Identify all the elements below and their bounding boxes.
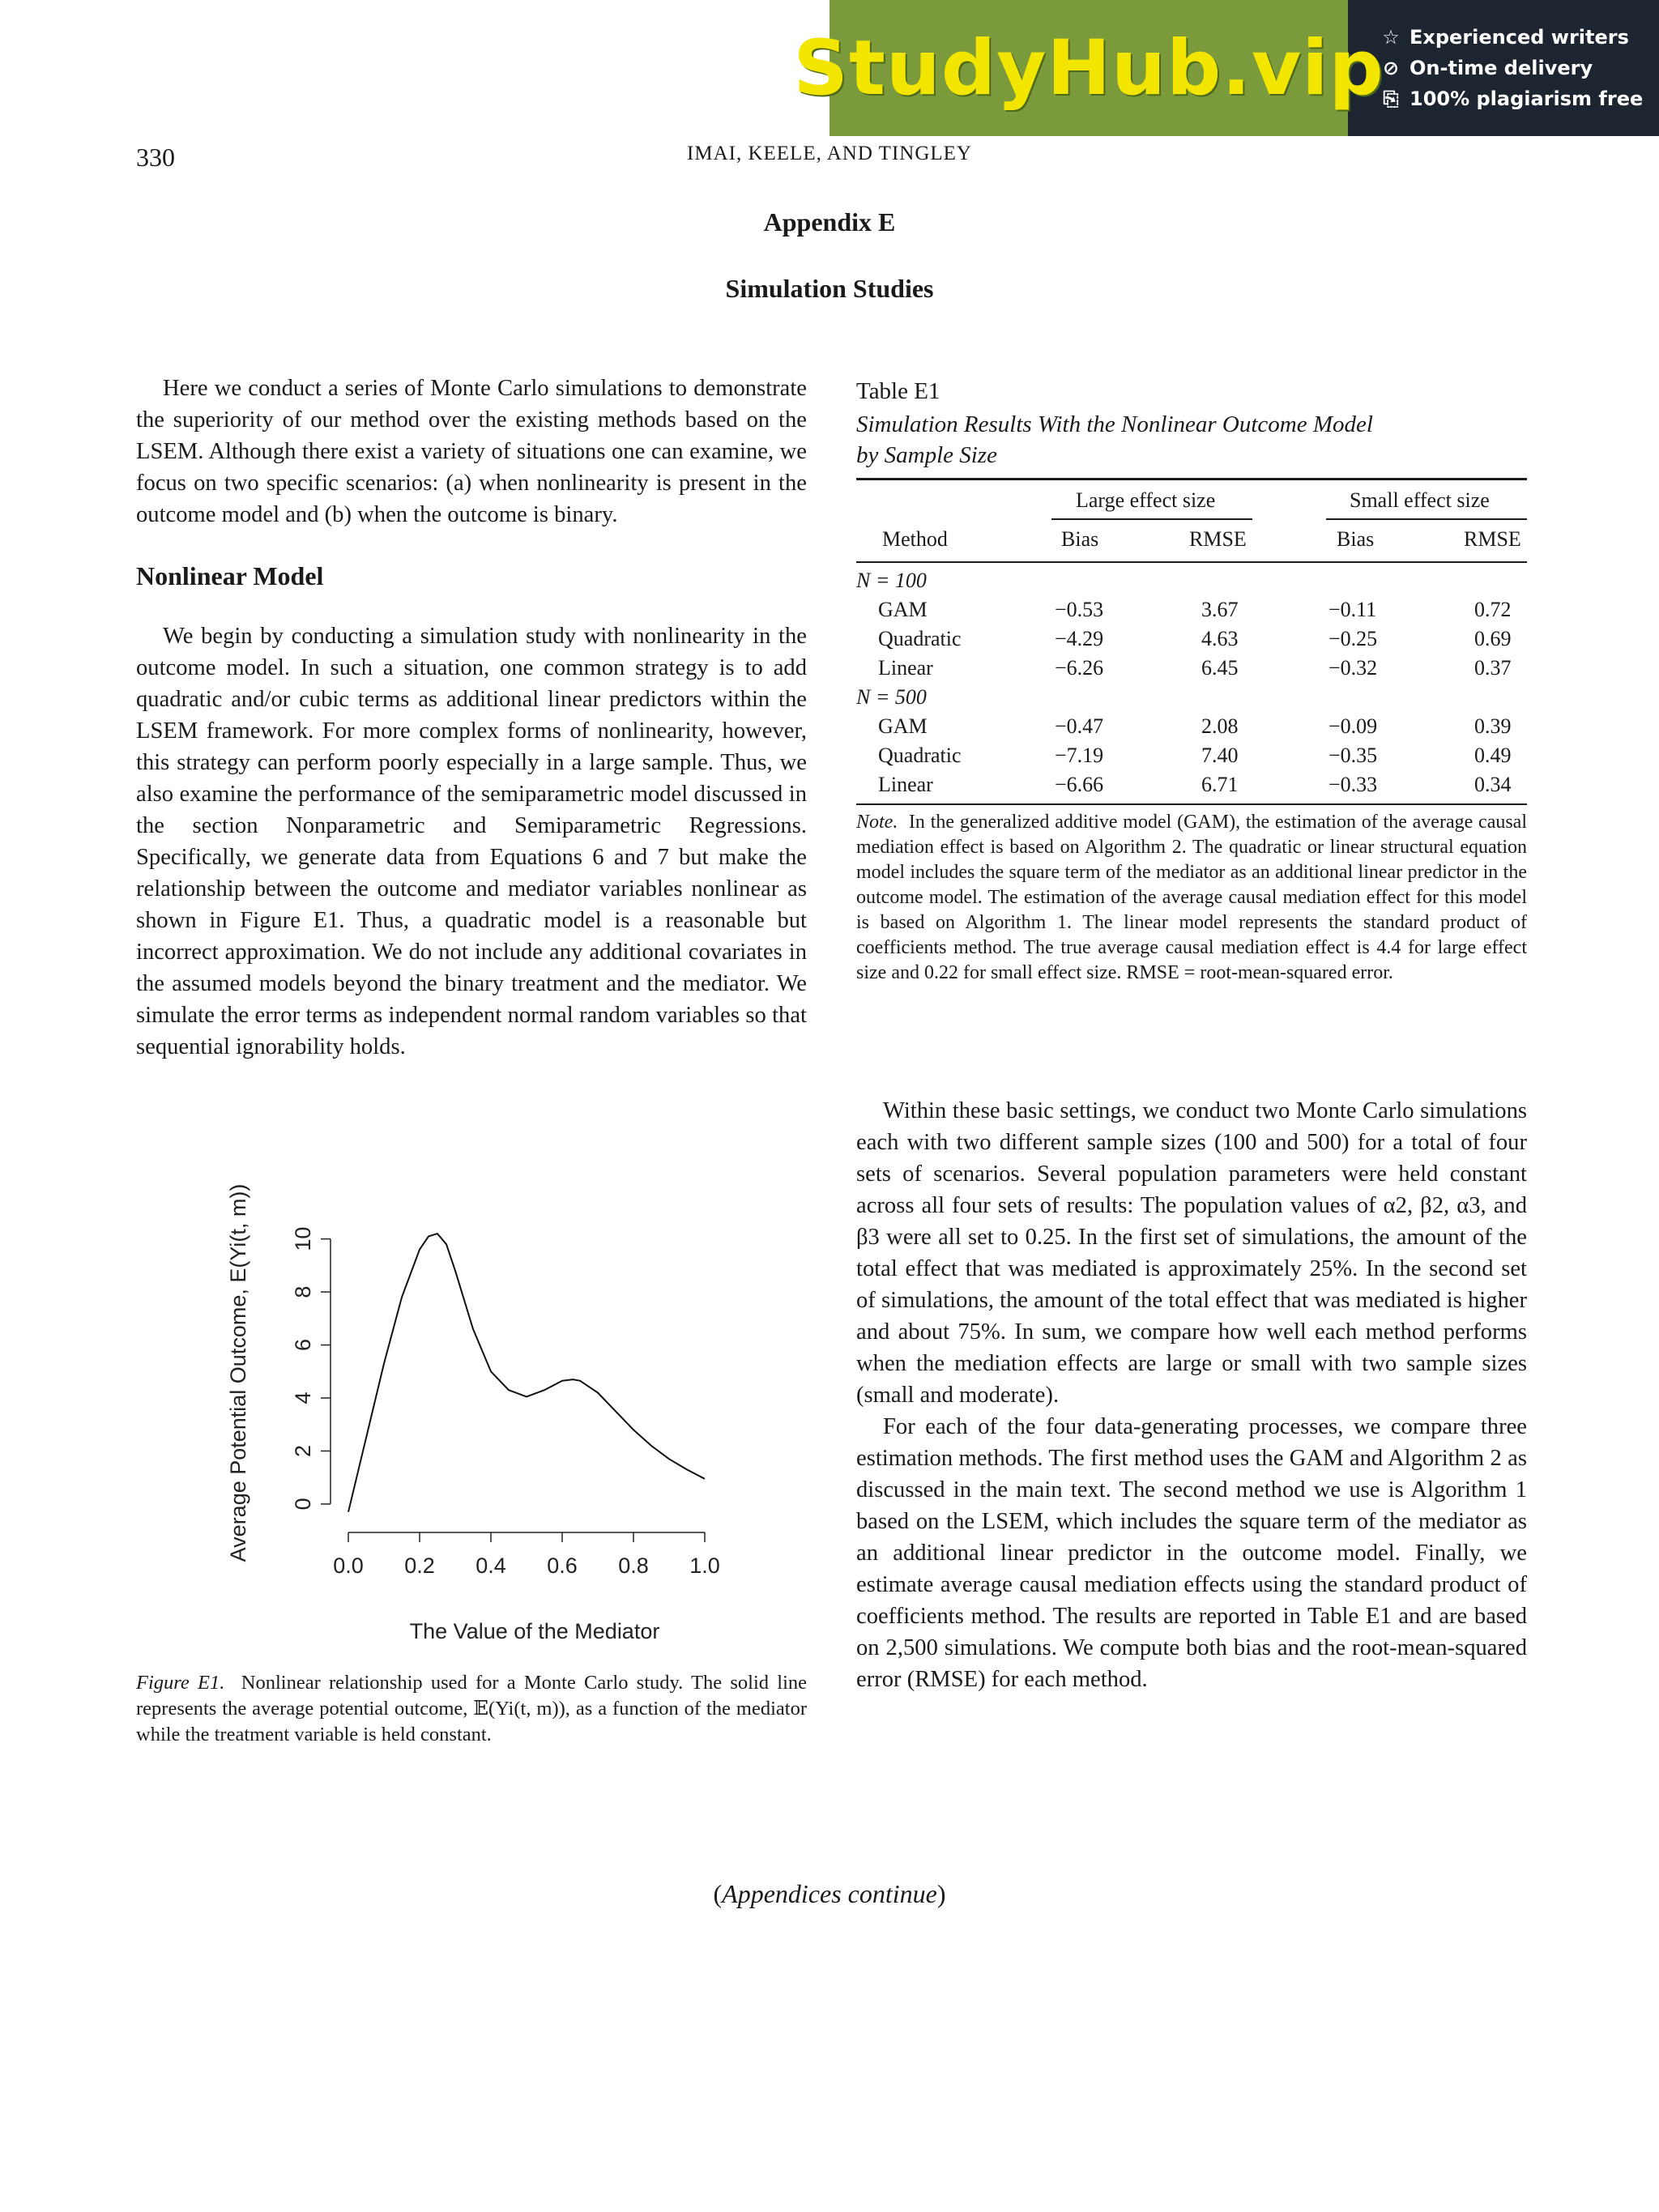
x-tick-label: 0.6 xyxy=(547,1554,578,1578)
group-label: N = 500 xyxy=(856,685,927,709)
cell-large-rmse: 6.71 xyxy=(1201,773,1239,796)
x-tick-label: 0.8 xyxy=(618,1554,649,1578)
table-title xyxy=(856,409,1527,471)
document-icon: ⎘ xyxy=(1383,87,1399,110)
appendix-title: Appendix E xyxy=(763,207,896,237)
group-label: N = 100 xyxy=(856,569,927,592)
cell-large-rmse: 2.08 xyxy=(1201,714,1239,738)
right-column xyxy=(856,1095,1527,1695)
section-heading: Nonlinear Model xyxy=(136,561,324,590)
cell-small-bias: −0.33 xyxy=(1328,773,1378,796)
banner-feature-label: Experienced writers xyxy=(1410,26,1629,49)
right-paragraph-2: For each of the four data-generating processes, we compare three estimation methods. The first method uses the GAM and Algorithm 2 as discussed in the main text. The second method we use is Algorithm 1 based on the LSEM, which includes the square term of the mediator as an additional linear predictor in the outcome model. Finally, we estimate average causal mediation effects using the standard product of coefficients method. The results are reported in Table E1 and are based on 2,500 simulations. We compute both bias and the root-mean-squared error (RMSE) for each method. xyxy=(856,1414,1527,1692)
banner-logo-area xyxy=(793,0,1384,136)
y-tick-label: 10 xyxy=(291,1226,316,1251)
y-tick-label: 8 xyxy=(291,1285,316,1298)
table-note-text: In the generalized additive model (GAM), the estimation of the average causal mediation effect is based on Algorithm 2. The quadratic or linear structural equation model includes the square term of the mediator as an additional linear predictor in the outcome model. The estimation of the average causal mediation effect for this model is based on Algorithm 1. The linear model represents the standard product of coefficients method. The true average causal mediation effect is 4.4 for large effect size and 0.22 for small effect size. RMSE = root-mean-squared error. xyxy=(856,812,1528,983)
appendices-continue: (Appendices continue) xyxy=(713,1879,946,1908)
cell-method: Linear xyxy=(878,773,933,796)
banner-feature xyxy=(1380,87,1659,110)
figure-caption-text: Nonlinear relationship used for a Monte Carlo study. The solid line represents the average potential outcome, 𝔼(Yi(t, m)), as a function of the mediator while the treatment variable is held constant. xyxy=(136,1672,807,1745)
cell-small-rmse: 0.49 xyxy=(1474,744,1512,767)
studyhub-banner[interactable] xyxy=(793,0,1659,136)
table-note xyxy=(856,810,1527,986)
cell-large-bias: −4.29 xyxy=(1055,627,1104,650)
y-tick-label: 6 xyxy=(291,1339,316,1352)
x-tick-label: 0.2 xyxy=(404,1554,435,1578)
cell-large-bias: −7.19 xyxy=(1055,744,1104,767)
cell-large-bias: −0.47 xyxy=(1055,714,1104,738)
cell-large-bias: −6.66 xyxy=(1055,773,1104,796)
cell-method: Quadratic xyxy=(878,627,962,650)
y-axis-label: Average Potential Outcome, E(Yi(t, m)) xyxy=(226,1183,250,1562)
cell-small-bias: −0.35 xyxy=(1328,744,1378,767)
cell-method: Quadratic xyxy=(878,744,962,767)
studyhub-logo: StudyHub.vip xyxy=(793,23,1384,113)
banner-feature-label: 100% plagiarism free xyxy=(1410,87,1644,110)
banner-features xyxy=(1348,0,1659,136)
intro-paragraph: Here we conduct a series of Monte Carlo simulations to demonstrate the superiority of our method over the existing methods based on the LSEM. Although there exist a variety of situations one can examine, we focus on two specific scenarios: (a) when nonlinearity is present in the outcome model and (b) when the outcome is binary. xyxy=(136,376,807,527)
cell-method: GAM xyxy=(878,598,928,621)
figure-caption-label: Figure E1. xyxy=(136,1672,225,1694)
cell-small-bias: −0.32 xyxy=(1328,656,1378,680)
y-tick-label: 0 xyxy=(291,1498,316,1511)
x-axis-label: The Value of the Mediator xyxy=(409,1619,660,1643)
y-tick-label: 2 xyxy=(291,1444,316,1457)
running-head: IMAI, KEELE, AND TINGLEY xyxy=(687,143,972,164)
page-number: 330 xyxy=(136,143,175,172)
cell-large-bias: −6.26 xyxy=(1055,656,1104,680)
table-title-line: Simulation Results With the Nonlinear Outcome Model xyxy=(856,411,1373,437)
cell-method: GAM xyxy=(878,714,928,738)
col-header-bias: Bias xyxy=(1337,527,1375,551)
col-header-bias: Bias xyxy=(1061,527,1099,551)
cell-small-rmse: 0.69 xyxy=(1474,627,1512,650)
cell-large-rmse: 7.40 xyxy=(1201,744,1239,767)
group-rule-large xyxy=(1051,518,1252,520)
figure-caption xyxy=(136,1670,807,1748)
table-title-line: by Sample Size xyxy=(856,442,997,468)
cell-small-rmse: 0.72 xyxy=(1474,598,1512,621)
figure-e1-chart xyxy=(136,1158,817,1660)
col-header-rmse: RMSE xyxy=(1189,527,1247,551)
group-header-small: Small effect size xyxy=(1350,488,1490,512)
section-paragraph: We begin by conducting a simulation study with nonlinearity in the outcome model. In such a situation, one common strategy is to add quadratic and/or cubic terms as additional linear predictors within the LSEM framework. For more complex forms of nonlinearity, however, this strategy can perform poorly especially in a large sample. Thus, we also examine the performance of the semiparametric model discussed in the section Nonparametric and Semiparametric Regressions. Specifically, we generate data from Equations 6 and 7 but make the relationship between the outcome and mediator variables nonlinear as shown in Figure E1. Thus, a quadratic model is a reasonable but incorrect approximation. We do not include any additional covariates in the assumed models beyond the binary treatment and the mediator. We simulate the error terms as independent normal random variables so that sequential ignorability holds. xyxy=(136,624,807,1059)
series-line xyxy=(348,1234,705,1512)
appendix-subtitle: Simulation Studies xyxy=(725,274,934,303)
table-header-rule xyxy=(856,561,1527,563)
table-top-rule xyxy=(856,478,1527,480)
banner-feature xyxy=(1380,57,1659,79)
cell-small-rmse: 0.34 xyxy=(1474,773,1512,796)
cell-large-rmse: 6.45 xyxy=(1201,656,1239,680)
table-bottom-rule xyxy=(856,803,1527,805)
left-column xyxy=(136,373,807,1063)
table-label: Table E1 xyxy=(856,378,940,404)
cell-small-bias: −0.09 xyxy=(1328,714,1378,738)
star-icon: ☆ xyxy=(1382,26,1400,49)
cell-large-rmse: 3.67 xyxy=(1201,598,1239,621)
cell-small-bias: −0.25 xyxy=(1328,627,1378,650)
cell-method: Linear xyxy=(878,656,933,680)
cell-small-bias: −0.11 xyxy=(1328,598,1377,621)
clock-icon: ⊘ xyxy=(1382,57,1400,79)
y-tick-label: 4 xyxy=(291,1392,316,1404)
cell-large-rmse: 4.63 xyxy=(1201,627,1239,650)
banner-feature xyxy=(1380,26,1659,49)
x-tick-label: 1.0 xyxy=(689,1554,720,1578)
cell-small-rmse: 0.37 xyxy=(1474,656,1512,680)
cell-small-rmse: 0.39 xyxy=(1474,714,1512,738)
continue-text: Appendices continue xyxy=(722,1879,937,1908)
table-note-label: Note. xyxy=(856,812,898,833)
col-header-method: Method xyxy=(882,527,948,551)
banner-feature-label: On-time delivery xyxy=(1410,57,1593,79)
group-rule-small xyxy=(1326,518,1527,520)
right-paragraph-1: Within these basic settings, we conduct two Monte Carlo simulations each with two different sample sizes (100 and 500) for a total of four sets of scenarios. Several population parameters were held constant across all four sets of results: The population values of α2, β2, α3, and β3 were all set to 0.25. In the first set of simulations, the amount of the total effect that was mediated is approximately 25%. In the second set of simulations, the amount of the total effect that was mediated is higher and about 75%. In sum, we compare how well each method performs when the mediation effects are large or small with two sample sizes (small and moderate). xyxy=(856,1098,1527,1408)
x-tick-label: 0.0 xyxy=(333,1554,364,1578)
x-tick-label: 0.4 xyxy=(476,1554,506,1578)
col-header-rmse: RMSE xyxy=(1464,527,1521,551)
group-header-large: Large effect size xyxy=(1076,488,1216,512)
cell-large-bias: −0.53 xyxy=(1055,598,1104,621)
